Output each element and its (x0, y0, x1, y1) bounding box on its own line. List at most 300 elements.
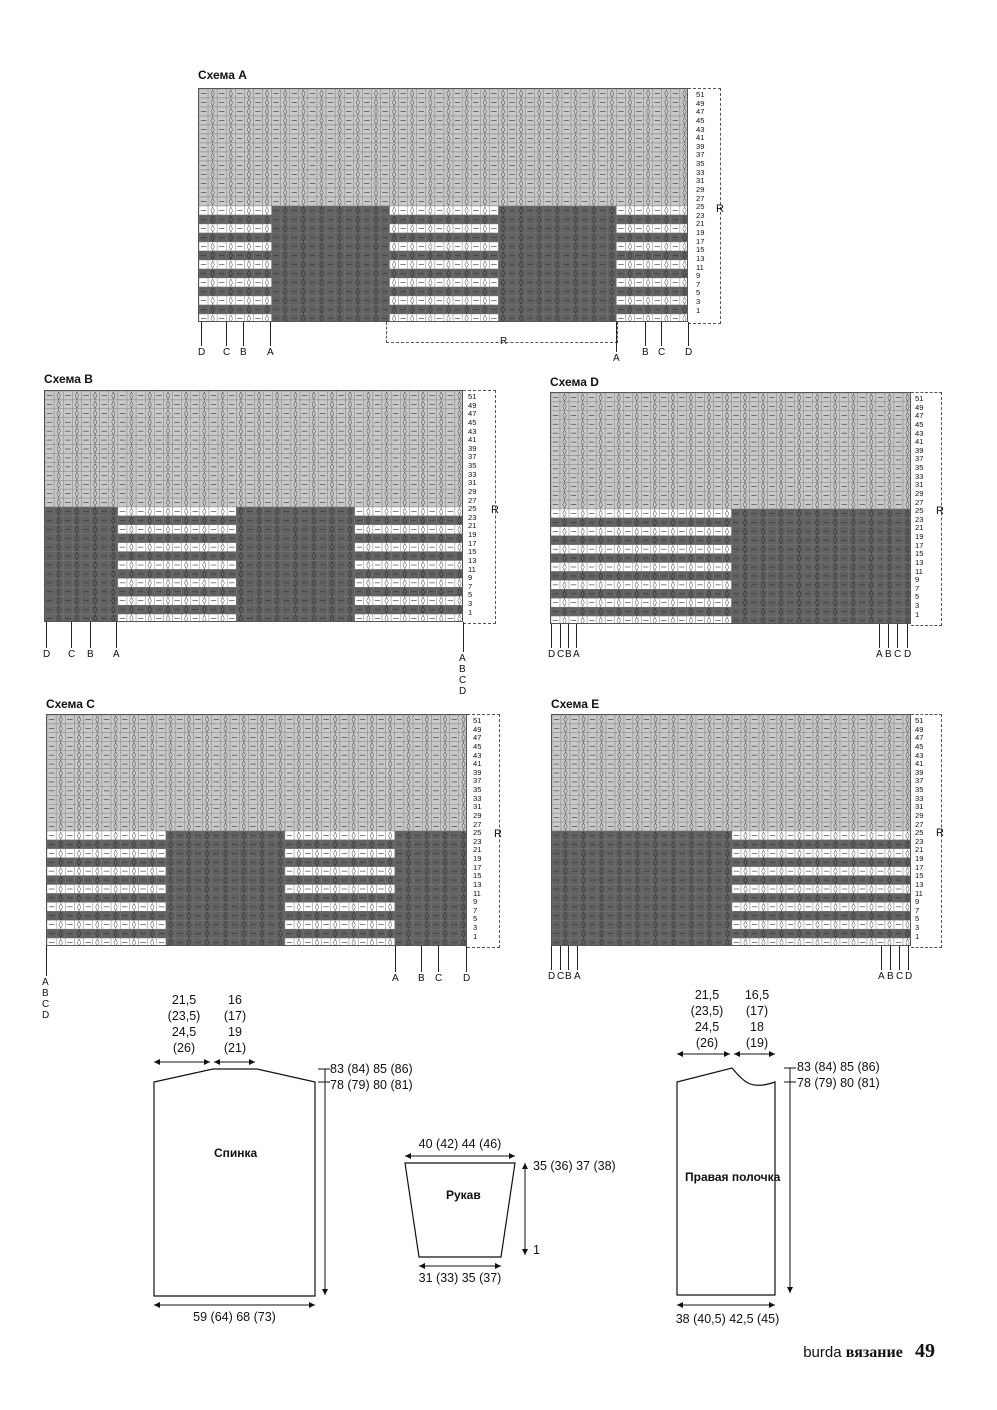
svg-text:◊: ◊ (573, 313, 578, 322)
svg-text:◊: ◊ (464, 304, 469, 315)
row-number: 39 (915, 445, 924, 455)
svg-text:◊: ◊ (319, 178, 324, 189)
svg-text:◊: ◊ (428, 286, 433, 297)
scheme-a-chart (198, 88, 688, 322)
svg-text:◊: ◊ (537, 223, 542, 234)
svg-text:◊: ◊ (246, 241, 251, 252)
svg-text:◊: ◊ (275, 560, 280, 570)
svg-text:◊: ◊ (283, 169, 288, 180)
svg-text:◊: ◊ (228, 250, 233, 261)
svg-text:◊: ◊ (93, 489, 98, 499)
svg-text:◊: ◊ (428, 223, 433, 234)
svg-text:◊: ◊ (573, 250, 578, 261)
svg-text:◊: ◊ (275, 506, 280, 516)
row-number: 17 (473, 862, 482, 872)
row-number: 11 (915, 888, 923, 898)
svg-text:◊: ◊ (293, 471, 298, 481)
row-number: 23 (473, 836, 482, 846)
svg-text:◊: ◊ (202, 569, 207, 579)
svg-text:◊: ◊ (410, 214, 415, 225)
svg-text:◊: ◊ (355, 214, 360, 225)
svg-text:◊: ◊ (664, 169, 669, 180)
svg-text:◊: ◊ (410, 115, 415, 126)
svg-text:◊: ◊ (410, 259, 415, 270)
svg-text:◊: ◊ (664, 196, 669, 207)
svg-text:◊: ◊ (384, 453, 389, 463)
svg-text:◊: ◊ (500, 205, 505, 216)
svg-text:◊: ◊ (384, 489, 389, 499)
svg-text:◊: ◊ (337, 142, 342, 153)
svg-text:◊: ◊ (238, 417, 243, 427)
svg-text:◊: ◊ (628, 187, 633, 198)
row-number: 5 (473, 914, 478, 924)
svg-text:◊: ◊ (275, 489, 280, 499)
svg-text:◊: ◊ (275, 542, 280, 552)
svg-text:◊: ◊ (646, 97, 651, 108)
svg-text:◊: ◊ (446, 89, 451, 99)
row-number: 33 (473, 793, 482, 803)
row-number: 49 (915, 402, 924, 412)
svg-text:◊: ◊ (311, 569, 316, 579)
svg-text:◊: ◊ (519, 187, 524, 198)
svg-text:◊: ◊ (275, 444, 280, 454)
svg-text:◊: ◊ (682, 286, 687, 297)
svg-text:◊: ◊ (319, 277, 324, 288)
svg-text:◊: ◊ (609, 232, 614, 243)
svg-text:◊: ◊ (355, 250, 360, 261)
svg-text:◊: ◊ (238, 489, 243, 499)
svg-text:◊: ◊ (537, 97, 542, 108)
svg-text:◊: ◊ (402, 444, 407, 454)
scheme-c-repeat-label: R (494, 828, 502, 840)
svg-text:◊: ◊ (319, 304, 324, 315)
svg-text:◊: ◊ (238, 515, 243, 525)
svg-text:◊: ◊ (93, 408, 98, 418)
svg-text:◊: ◊ (184, 444, 189, 454)
svg-text:◊: ◊ (301, 313, 306, 322)
svg-text:◊: ◊ (392, 133, 397, 144)
svg-text:◊: ◊ (311, 533, 316, 543)
svg-text:◊: ◊ (220, 489, 225, 499)
svg-text:◊: ◊ (348, 560, 353, 570)
sleeve-piece-name: Рукав (446, 1188, 481, 1202)
svg-text:◊: ◊ (238, 462, 243, 472)
svg-text:◊: ◊ (392, 223, 397, 234)
svg-text:◊: ◊ (283, 241, 288, 252)
svg-text:◊: ◊ (537, 304, 542, 315)
svg-text:◊: ◊ (628, 241, 633, 252)
marker-label: B (887, 971, 894, 982)
svg-text:◊: ◊ (682, 178, 687, 189)
svg-text:◊: ◊ (555, 214, 560, 225)
svg-text:◊: ◊ (355, 313, 360, 322)
svg-text:◊: ◊ (275, 417, 280, 427)
svg-text:◊: ◊ (210, 268, 215, 279)
svg-text:◊: ◊ (609, 187, 614, 198)
svg-text:◊: ◊ (329, 471, 334, 481)
svg-text:◊: ◊ (500, 241, 505, 252)
svg-text:◊: ◊ (329, 391, 334, 400)
svg-text:◊: ◊ (329, 462, 334, 472)
svg-text:◊: ◊ (319, 268, 324, 279)
marker-label: D (198, 347, 206, 358)
svg-text:◊: ◊ (682, 133, 687, 144)
svg-text:◊: ◊ (646, 241, 651, 252)
svg-text:◊: ◊ (384, 417, 389, 427)
svg-text:◊: ◊ (111, 408, 116, 418)
svg-text:◊: ◊ (500, 268, 505, 279)
svg-text:◊: ◊ (410, 232, 415, 243)
svg-text:◊: ◊ (147, 480, 152, 490)
svg-text:◊: ◊ (184, 533, 189, 543)
svg-text:◊: ◊ (366, 498, 371, 508)
svg-text:◊: ◊ (366, 569, 371, 579)
svg-text:◊: ◊ (238, 551, 243, 561)
row-number: 47 (473, 733, 482, 743)
svg-text:◊: ◊ (246, 151, 251, 162)
row-number: 35 (915, 785, 924, 794)
svg-text:◊: ◊ (537, 142, 542, 153)
marker-line (551, 946, 552, 970)
row-number: 11 (473, 888, 481, 898)
svg-text:◊: ◊ (682, 268, 687, 279)
svg-text:◊: ◊ (519, 214, 524, 225)
row-number: 13 (915, 557, 924, 567)
row-number: 25 (915, 506, 924, 516)
svg-text:◊: ◊ (439, 489, 444, 499)
row-number: 7 (473, 905, 478, 915)
svg-text:◊: ◊ (682, 97, 687, 108)
row-number: 29 (696, 184, 705, 194)
svg-text:◊: ◊ (457, 426, 462, 436)
svg-text:◊: ◊ (500, 106, 505, 117)
svg-text:◊: ◊ (319, 250, 324, 261)
svg-text:◊: ◊ (293, 533, 298, 543)
row-number: 31 (468, 478, 477, 488)
svg-text:◊: ◊ (56, 462, 61, 472)
svg-text:◊: ◊ (384, 498, 389, 508)
svg-text:◊: ◊ (348, 524, 353, 534)
svg-text:◊: ◊ (184, 426, 189, 436)
svg-text:◊: ◊ (392, 241, 397, 252)
svg-text:◊: ◊ (301, 223, 306, 234)
svg-text:◊: ◊ (482, 268, 487, 279)
svg-text:◊: ◊ (555, 142, 560, 153)
svg-text:◊: ◊ (446, 187, 451, 198)
svg-text:◊: ◊ (202, 560, 207, 570)
row-number: 47 (696, 107, 705, 117)
row-number: 31 (696, 176, 705, 186)
dim-line: (17) (745, 1004, 769, 1018)
front-piece-name: Правая полочка (685, 1170, 781, 1184)
svg-text:◊: ◊ (402, 515, 407, 525)
svg-text:◊: ◊ (165, 391, 170, 400)
svg-text:◊: ◊ (228, 187, 233, 198)
marker-label: C (894, 649, 902, 660)
svg-text:◊: ◊ (591, 142, 596, 153)
svg-text:◊: ◊ (609, 97, 614, 108)
svg-text:◊: ◊ (311, 417, 316, 427)
svg-text:◊: ◊ (238, 444, 243, 454)
svg-text:◊: ◊ (366, 453, 371, 463)
svg-text:◊: ◊ (664, 151, 669, 162)
svg-text:◊: ◊ (682, 124, 687, 135)
svg-text:◊: ◊ (366, 471, 371, 481)
svg-text:◊: ◊ (56, 435, 61, 445)
svg-text:◊: ◊ (410, 160, 415, 171)
svg-text:◊: ◊ (311, 515, 316, 525)
svg-text:◊: ◊ (482, 286, 487, 297)
svg-text:◊: ◊ (329, 435, 334, 445)
svg-text:◊: ◊ (93, 533, 98, 543)
svg-text:◊: ◊ (609, 241, 614, 252)
svg-text:◊: ◊ (537, 89, 542, 99)
svg-text:◊: ◊ (129, 426, 134, 436)
marker-line (71, 622, 72, 648)
svg-text:◊: ◊ (482, 169, 487, 180)
row-number: 37 (696, 150, 705, 160)
svg-text:◊: ◊ (265, 97, 270, 108)
row-number: 13 (468, 555, 477, 565)
svg-text:◊: ◊ (537, 259, 542, 270)
svg-text:◊: ◊ (664, 313, 669, 322)
svg-text:◊: ◊ (337, 295, 342, 306)
svg-text:◊: ◊ (457, 506, 462, 516)
svg-text:◊: ◊ (238, 542, 243, 552)
svg-text:◊: ◊ (202, 506, 207, 516)
svg-text:◊: ◊ (384, 524, 389, 534)
svg-text:◊: ◊ (428, 241, 433, 252)
svg-text:◊: ◊ (265, 259, 270, 270)
svg-text:◊: ◊ (228, 106, 233, 117)
row-number: 45 (468, 417, 477, 427)
svg-text:◊: ◊ (184, 453, 189, 463)
svg-text:◊: ◊ (573, 115, 578, 126)
row-number: 23 (696, 210, 705, 220)
svg-text:◊: ◊ (646, 277, 651, 288)
svg-text:◊: ◊ (421, 417, 425, 427)
svg-text:◊: ◊ (283, 214, 288, 225)
svg-text:◊: ◊ (301, 106, 306, 117)
svg-text:◊: ◊ (319, 241, 324, 252)
svg-text:◊: ◊ (410, 133, 415, 144)
svg-text:◊: ◊ (428, 250, 433, 261)
svg-text:◊: ◊ (537, 169, 542, 180)
svg-text:◊: ◊ (428, 187, 433, 198)
marker-line (907, 624, 908, 648)
front-top-left-dims (683, 987, 731, 1051)
svg-text:◊: ◊ (682, 295, 687, 306)
svg-text:◊: ◊ (392, 169, 397, 180)
svg-text:◊: ◊ (238, 453, 243, 463)
dim-line: 16 (228, 993, 242, 1007)
svg-text:◊: ◊ (348, 506, 353, 516)
svg-text:◊: ◊ (446, 124, 451, 135)
svg-text:◊: ◊ (682, 277, 687, 288)
svg-text:◊: ◊ (293, 453, 298, 463)
svg-text:◊: ◊ (384, 408, 389, 418)
svg-text:◊: ◊ (428, 214, 433, 225)
svg-text:◊: ◊ (275, 408, 280, 418)
svg-text:◊: ◊ (129, 480, 134, 490)
svg-text:◊: ◊ (428, 178, 433, 189)
svg-text:◊: ◊ (74, 444, 79, 454)
svg-text:◊: ◊ (184, 391, 189, 400)
svg-text:◊: ◊ (228, 295, 233, 306)
marker-line (438, 946, 439, 972)
svg-text:◊: ◊ (609, 115, 614, 126)
scheme-b-chart (44, 390, 463, 622)
svg-text:◊: ◊ (129, 489, 134, 499)
marker-label: D (904, 649, 912, 660)
svg-text:◊: ◊ (111, 569, 116, 579)
marker-label: B (459, 664, 466, 675)
svg-text:◊: ◊ (410, 178, 415, 189)
svg-text:◊: ◊ (319, 223, 324, 234)
row-number: 47 (915, 733, 924, 743)
svg-text:◊: ◊ (410, 268, 415, 279)
svg-text:◊: ◊ (410, 241, 415, 252)
svg-text:◊: ◊ (410, 97, 415, 108)
row-number: 33 (696, 167, 705, 177)
svg-text:◊: ◊ (283, 295, 288, 306)
row-number: 15 (473, 871, 482, 881)
svg-text:◊: ◊ (283, 250, 288, 261)
svg-text:◊: ◊ (537, 133, 542, 144)
svg-text:◊: ◊ (591, 196, 596, 207)
svg-text:◊: ◊ (609, 160, 614, 171)
svg-text:◊: ◊ (482, 106, 487, 117)
svg-text:◊: ◊ (628, 115, 633, 126)
svg-text:◊: ◊ (257, 524, 262, 534)
svg-text:◊: ◊ (337, 214, 342, 225)
svg-text:◊: ◊ (329, 399, 334, 409)
svg-text:◊: ◊ (573, 295, 578, 306)
svg-text:◊: ◊ (311, 542, 316, 552)
svg-text:◊: ◊ (439, 435, 444, 445)
marker-line (890, 946, 891, 970)
svg-text:◊: ◊ (446, 97, 451, 108)
svg-text:◊: ◊ (682, 214, 687, 225)
dim-line: (21) (223, 1041, 247, 1055)
svg-text:◊: ◊ (482, 160, 487, 171)
svg-text:◊: ◊ (366, 408, 371, 418)
row-number: 39 (468, 443, 477, 453)
svg-text:◊: ◊ (165, 480, 170, 490)
svg-text:◊: ◊ (283, 232, 288, 243)
svg-text:◊: ◊ (573, 124, 578, 135)
svg-text:◊: ◊ (129, 444, 134, 454)
svg-text:◊: ◊ (482, 196, 487, 207)
svg-text:◊: ◊ (329, 515, 334, 525)
svg-text:◊: ◊ (628, 151, 633, 162)
svg-text:◊: ◊ (293, 399, 298, 409)
svg-text:◊: ◊ (56, 453, 61, 463)
svg-text:◊: ◊ (555, 169, 560, 180)
svg-text:◊: ◊ (238, 560, 243, 570)
svg-text:◊: ◊ (329, 524, 334, 534)
svg-text:◊: ◊ (402, 542, 407, 552)
svg-text:◊: ◊ (111, 480, 116, 490)
svg-text:◊: ◊ (537, 268, 542, 279)
svg-text:◊: ◊ (257, 453, 262, 463)
svg-text:◊: ◊ (283, 313, 288, 322)
marker-line (421, 946, 422, 972)
svg-text:◊: ◊ (402, 462, 407, 472)
svg-text:◊: ◊ (482, 313, 487, 322)
svg-text:◊: ◊ (482, 89, 487, 99)
svg-text:◊: ◊ (482, 187, 487, 198)
svg-text:◊: ◊ (446, 223, 451, 234)
svg-text:◊: ◊ (147, 560, 152, 570)
svg-text:◊: ◊ (392, 124, 397, 135)
svg-text:◊: ◊ (446, 160, 451, 171)
svg-text:◊: ◊ (373, 196, 378, 207)
svg-text:◊: ◊ (337, 106, 342, 117)
svg-text:◊: ◊ (129, 399, 134, 409)
svg-text:◊: ◊ (348, 551, 353, 561)
svg-text:◊: ◊ (228, 178, 233, 189)
svg-text:◊: ◊ (202, 551, 207, 561)
svg-text:◊: ◊ (537, 106, 542, 117)
svg-text:◊: ◊ (464, 142, 469, 153)
svg-text:◊: ◊ (265, 151, 270, 162)
svg-text:◊: ◊ (319, 142, 324, 153)
svg-text:◊: ◊ (275, 551, 280, 561)
svg-text:◊: ◊ (439, 471, 444, 481)
row-number: 13 (915, 879, 924, 889)
svg-text:◊: ◊ (301, 89, 306, 99)
svg-text:◊: ◊ (165, 524, 170, 534)
svg-text:◊: ◊ (402, 569, 407, 579)
svg-text:◊: ◊ (319, 214, 324, 225)
svg-text:◊: ◊ (519, 124, 524, 135)
marker-line (616, 322, 617, 352)
svg-text:◊: ◊ (646, 187, 651, 198)
svg-text:◊: ◊ (275, 462, 280, 472)
svg-text:◊: ◊ (56, 498, 61, 508)
svg-text:◊: ◊ (628, 106, 633, 117)
svg-text:◊: ◊ (410, 142, 415, 153)
svg-text:◊: ◊ (646, 232, 651, 243)
svg-text:◊: ◊ (184, 551, 189, 561)
svg-text:◊: ◊ (93, 524, 98, 534)
front-side-dim-2: 78 (79) 80 (81) (797, 1076, 880, 1090)
svg-text:◊: ◊ (293, 489, 298, 499)
svg-text:◊: ◊ (228, 142, 233, 153)
svg-text:◊: ◊ (519, 115, 524, 126)
svg-text:◊: ◊ (446, 169, 451, 180)
svg-text:◊: ◊ (555, 286, 560, 297)
svg-text:◊: ◊ (337, 151, 342, 162)
row-number: 49 (915, 724, 924, 734)
svg-text:◊: ◊ (74, 533, 79, 543)
svg-text:◊: ◊ (238, 391, 243, 400)
svg-text:◊: ◊ (337, 277, 342, 288)
svg-text:◊: ◊ (410, 250, 415, 261)
svg-text:◊: ◊ (319, 133, 324, 144)
svg-text:◊: ◊ (410, 151, 415, 162)
svg-text:◊: ◊ (220, 399, 225, 409)
svg-text:◊: ◊ (366, 560, 371, 570)
svg-text:◊: ◊ (457, 524, 462, 534)
row-number: 11 (468, 564, 476, 574)
svg-text:◊: ◊ (646, 259, 651, 270)
svg-text:◊: ◊ (410, 169, 415, 180)
svg-text:◊: ◊ (392, 89, 397, 99)
svg-text:◊: ◊ (464, 196, 469, 207)
svg-text:◊: ◊ (56, 471, 61, 481)
